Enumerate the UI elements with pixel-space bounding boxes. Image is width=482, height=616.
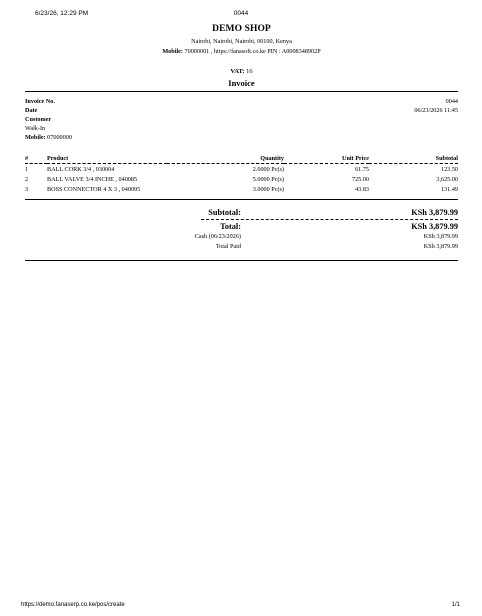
- footer-divider: [25, 260, 458, 261]
- row-product: BALL VALVE 3/4 INCHE , 040085: [47, 176, 138, 183]
- customer-mobile-value: 07000000: [47, 134, 72, 141]
- header-divider: [25, 91, 458, 92]
- table-row: [25, 184, 458, 194]
- row-quantity: 3.0000 Pc(s): [252, 186, 284, 193]
- total-paid-row: [25, 243, 458, 253]
- subtotal-row: [25, 208, 458, 218]
- row-quantity: 2.0000 Pc(s): [252, 166, 284, 173]
- customer-mobile-label: Mobile:: [25, 134, 46, 141]
- invoice-date-row: [25, 107, 458, 116]
- shop-contact-details: 70000001 , https://fanasoft.co.ke PIN : A0008348902P: [184, 48, 321, 55]
- shop-address: Nairobi, Nairobi, Nairobi, 00100, Kenya: [191, 38, 292, 45]
- row-subtotal: 123.50: [440, 166, 458, 173]
- customer-label: Customer: [25, 116, 52, 123]
- shop-mobile-label: Mobile:: [162, 48, 183, 55]
- total-paid-amount: KSh 3,879.99: [423, 243, 458, 250]
- col-header-product: Product: [47, 155, 167, 164]
- customer-name: Walk-In: [25, 125, 46, 132]
- invoice-date: 06/23/2026 11:45: [414, 107, 458, 114]
- customer-name-row: [25, 125, 458, 134]
- document-title: Invoice: [228, 78, 255, 88]
- invoice-number: 0044: [445, 98, 458, 105]
- print-header: [8, 10, 474, 22]
- vat-value: 16: [246, 68, 253, 75]
- subtotal-amount: KSh 3,879.99: [411, 208, 458, 217]
- col-header-subtotal: Subtotal: [369, 155, 458, 164]
- invoice-meta: [25, 98, 458, 143]
- total-label: Total:: [220, 222, 241, 231]
- customer-mobile: [25, 134, 72, 141]
- shop-name: DEMO SHOP: [212, 24, 271, 34]
- row-number: 3: [25, 186, 29, 193]
- print-page-number: 1/1: [451, 602, 460, 608]
- row-product: BOSS CONNECTOR 4 X 3 , 040095: [47, 186, 141, 193]
- row-quantity: 5.0000 Pc(s): [252, 176, 284, 183]
- total-row: [25, 222, 458, 232]
- totals-section: [25, 204, 458, 256]
- cash-payment-row: [25, 233, 458, 243]
- subtotal-label: Subtotal:: [208, 208, 241, 217]
- items-divider: [25, 199, 458, 200]
- print-tab-title: 0044: [233, 10, 249, 17]
- invoice-number-row: [25, 98, 458, 107]
- row-unit-price: 61.75: [355, 166, 369, 173]
- cash-payment-amount: KSh 3,879.99: [423, 233, 458, 240]
- table-row: [25, 174, 458, 184]
- items-header-row: [25, 155, 458, 164]
- total-paid-label: Total Paid: [215, 243, 241, 250]
- col-header-unit-price: Unit Price: [284, 155, 369, 164]
- row-unit-price: 725.00: [351, 176, 369, 183]
- row-unit-price: 43.83: [355, 186, 369, 193]
- print-url: https://demo.fanaserp.co.ke/pos/create: [21, 602, 125, 608]
- vat-line: [25, 68, 458, 75]
- print-datetime: 6/23/26, 12:29 PM: [35, 10, 89, 17]
- vat-label: VAT:: [230, 68, 245, 75]
- row-number: 2: [25, 176, 29, 183]
- customer-label-row: [25, 116, 458, 125]
- cash-payment-label: Cash (06/23/2026): [194, 233, 241, 240]
- col-header-number: #: [25, 155, 47, 164]
- totals-dashed-divider: [201, 219, 458, 220]
- invoice-number-label: Invoice No.: [25, 98, 55, 105]
- table-row: [25, 164, 458, 175]
- shop-contact: [25, 48, 458, 55]
- row-product: BALL CORK 3/4 , 030004: [47, 166, 115, 173]
- invoice: [25, 22, 458, 261]
- row-number: 1: [25, 166, 29, 173]
- total-amount: KSh 3,879.99: [411, 222, 458, 231]
- row-subtotal: 131.49: [440, 186, 458, 193]
- row-subtotal: 3,625.00: [436, 176, 458, 183]
- items-table: [25, 155, 458, 194]
- invoice-date-label: Date: [25, 107, 38, 114]
- col-header-quantity: Quantity: [167, 155, 284, 164]
- customer-mobile-row: [25, 134, 458, 143]
